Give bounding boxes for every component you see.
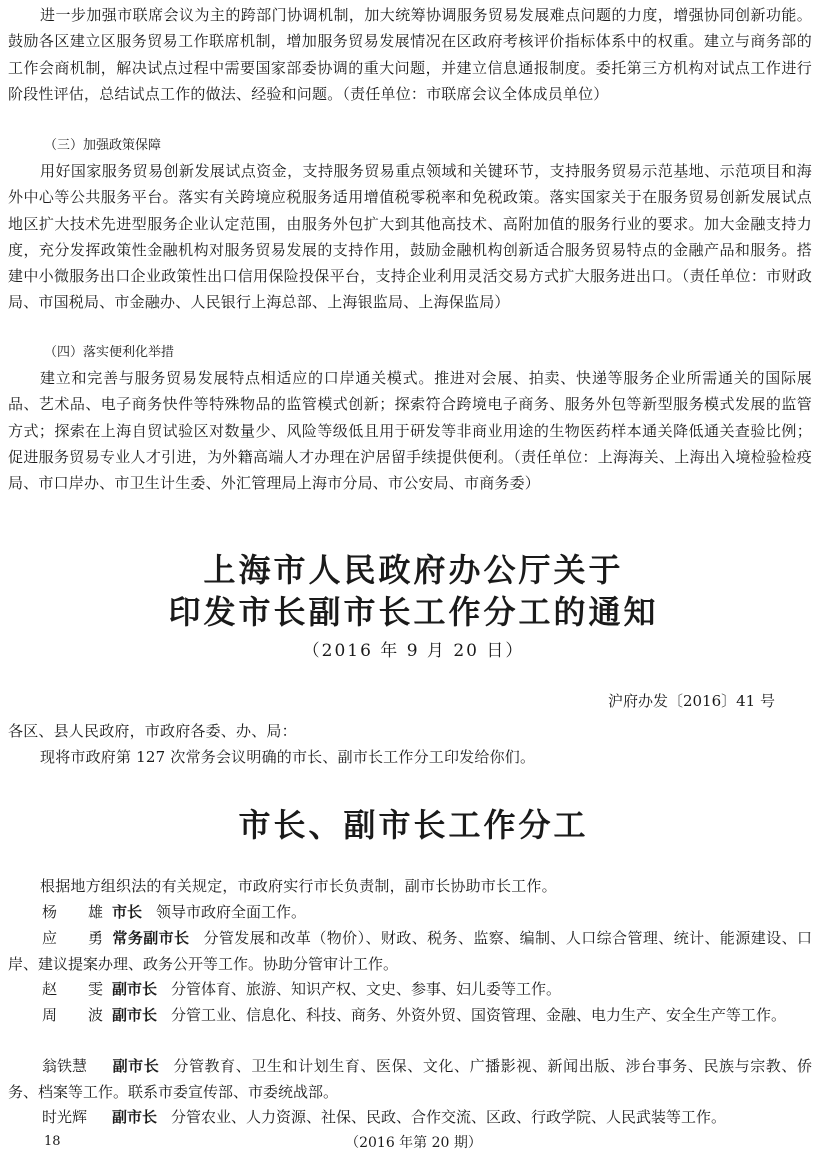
document-number: 沪府办发〔2016〕41 号 [607, 692, 775, 710]
heading-policy-support: （三）加强政策保障 [44, 138, 162, 153]
division-intro: 根据地方组织法的有关规定，市政府实行市长负责制，副市长协助市长工作。 [40, 877, 557, 895]
list-item [8, 899, 812, 925]
official-role: 副市长 [112, 1057, 160, 1075]
official-duty: 分管教育、卫生和计划生育、医保、文化、广播影视、新闻出版、涉台事务、民族与宗教、侨务、档案等工作。联系市委宣传部、市委统战部。 [8, 1057, 812, 1102]
notice-title-line-2: 印发市长副市长工作分工的通知 [168, 593, 659, 631]
paragraph-coordination: 进一步加强市联席会议为主的跨部门协调机制，加大统筹协调服务贸易发展难点问题的力度，增强协同创新功能。鼓励各区建立区服务贸易工作联席机制，增加服务贸易发展情况在区政府考核评价指标体系中的权重。建立与商务部的工作会商机制，解决试点过程中需要国家部委协调的重大问题，并建立信息通报制度。委托第三方机构对试点工作进行阶段性评估，总结试点工作的做法、经验和问题。（责任单位：市联席会议全体成员单位） [8, 6, 812, 103]
official-duty: 领导市政府全面工作。 [156, 903, 307, 921]
notice-body: 现将市政府第 127 次常务会议明确的市长、副市长工作分工印发给你们。 [40, 748, 536, 766]
official-name: 应 勇 [42, 929, 112, 947]
page-number: 18 [44, 1134, 61, 1149]
official-duty: 分管体育、旅游、知识产权、文史、参事、妇儿委等工作。 [171, 980, 562, 998]
list-item [8, 1104, 812, 1130]
official-role: 副市长 [112, 980, 158, 998]
official-name: 杨 雄 [42, 903, 112, 921]
official-name: 时光辉 [42, 1108, 88, 1126]
official-duty: 分管农业、人力资源、社保、民政、合作交流、区政、行政学院、人民武装等工作。 [171, 1108, 727, 1126]
heading-facilitation: （四）落实便利化举措 [44, 345, 175, 360]
list-item [8, 925, 812, 978]
addressee: 各区、县人民政府，市政府各委、办、局： [8, 722, 297, 740]
official-name: 翁铁慧 [42, 1057, 88, 1075]
official-name: 赵 雯 [42, 980, 112, 998]
list-item [8, 1002, 812, 1028]
official-duty: 分管发展和改革（物价）、财政、税务、监察、编制、人口综合管理、统计、能源建设、口岸、建议提案办理、政务公开等工作。协助分管审计工作。 [8, 929, 812, 974]
paragraph-policy-support: 用好国家服务贸易创新发展试点资金，支持服务贸易重点领域和关键环节，支持服务贸易示范基地、示范项目和海外中心等公共服务平台。落实有关跨境应税服务适用增值税零税率和免税政策。落实国家关于在服务贸易创新发展试点地区扩大技术先进型服务企业认定范围，由服务外包扩大到其他高技术、高附加值的服务行业的要求。加大金融支持力度，充分发挥政策性金融机构对服务贸易发展的支持作用，鼓励金融机构创新适合服务贸易特点的金融产品和服务。搭建中小微服务出口企业政策性出口信用保险投保平台，支持企业利用灵活交易方式扩大服务进出口。（责任单位：市财政局、市国税局、市金融办、人民银行上海总部、上海银监局、上海保监局） [8, 162, 812, 312]
official-role: 市长 [112, 903, 143, 921]
list-item [8, 976, 812, 1002]
notice-date: （2016 年 9 月 20 日） [302, 641, 525, 661]
official-duty: 分管工业、信息化、科技、商务、外资外贸、国资管理、金融、电力生产、安全生产等工作。 [171, 1006, 787, 1024]
issue-label: （2016 年第 20 期） [345, 1135, 482, 1151]
notice-title-line-1: 上海市人民政府办公厅关于 [203, 551, 624, 589]
official-name: 周 波 [42, 1006, 112, 1024]
official-role: 副市长 [112, 1006, 158, 1024]
official-role: 副市长 [112, 1108, 158, 1126]
paragraph-facilitation: 建立和完善与服务贸易发展特点相适应的口岸通关模式。推进对会展、拍卖、快递等服务企业所需通关的国际展品、艺术品、电子商务快件等特殊物品的监管模式创新；探索符合跨境电子商务、服务外包等新型服务模式发展的监管方式；探索在上海自贸试验区对数量少、风险等级低且用于研发等非商业用途的生物医药样本通关降低通关查验比例；促进服务贸易专业人才引进，为外籍高端人才办理在沪居留手续提供便利。（责任单位：上海海关、上海出入境检验检疫局、市口岸办、市卫生计生委、外汇管理局上海市分局、市公安局、市商务委） [8, 369, 812, 493]
list-item [8, 1053, 812, 1106]
division-title: 市长、副市长工作分工 [238, 806, 589, 844]
official-role: 常务副市长 [112, 929, 190, 947]
